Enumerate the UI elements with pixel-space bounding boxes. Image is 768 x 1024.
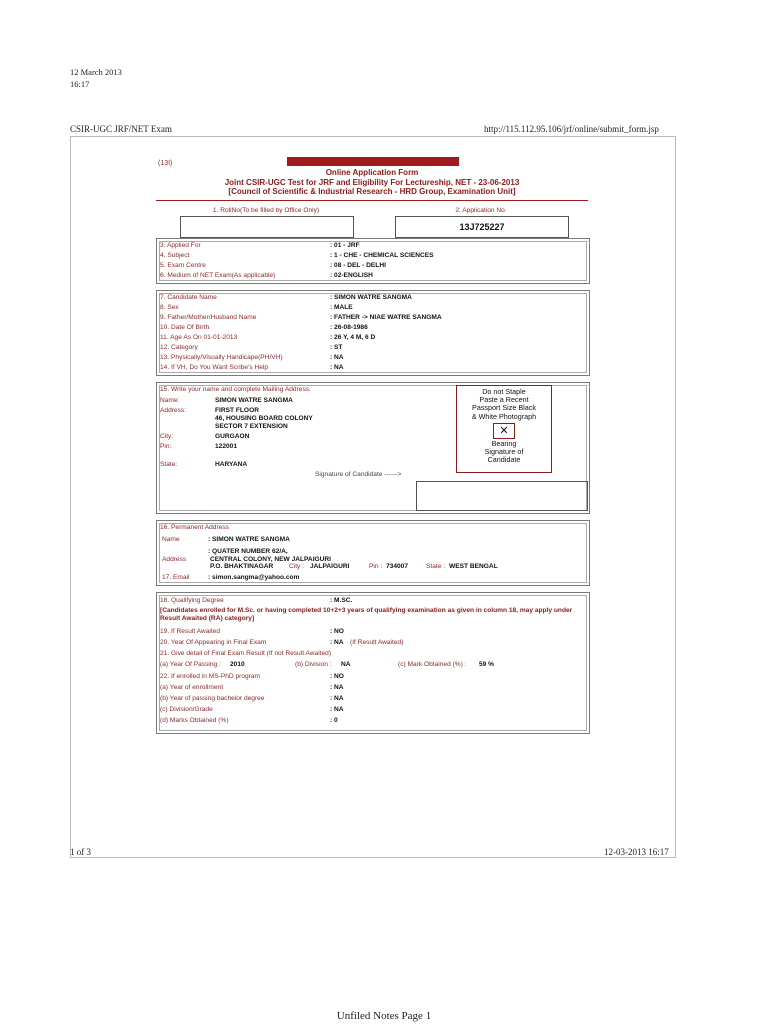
- field-label: 7. Candidate Name: [160, 294, 217, 301]
- field-value: : NA: [330, 684, 344, 691]
- mailing-name: SIMON WATRE SANGMA: [215, 397, 293, 404]
- field-value: : SIMON WATRE SANGMA: [330, 294, 412, 301]
- field-value: : NO: [330, 673, 344, 680]
- year-passing: 2010: [230, 661, 245, 668]
- mark: 59 %: [479, 661, 495, 668]
- print-header: [70, 66, 122, 90]
- field-value: : NA: [330, 354, 344, 361]
- photo-signature-note: Bearing Signature of Candidate: [484, 439, 524, 465]
- permanent-name: : SIMON WATRE SANGMA: [208, 536, 290, 543]
- permanent-address-label: Address: [162, 556, 187, 563]
- print-date: 12 March 2013: [70, 67, 122, 77]
- field-value: : 0: [330, 717, 338, 724]
- mailing-address-line1: FIRST FLOOR: [215, 407, 259, 414]
- field-note: (If Result Awaited): [350, 639, 404, 646]
- field-label: 5. Exam Centre: [160, 262, 206, 269]
- mailing-pin: 122001: [215, 443, 238, 450]
- mailing-address-line2: 46, HOUSING BOARD COLONY: [215, 415, 313, 422]
- permanent-state: WEST BENGAL: [449, 563, 498, 570]
- permanent-pin-label: Pin :: [369, 563, 383, 570]
- permanent-address-line3: P.O. BHAKTINAGAR: [210, 563, 274, 570]
- field-value: : 01 - JRF: [330, 242, 360, 249]
- field-label: 14. If VH, Do You Want Scribe's Help: [160, 364, 269, 371]
- mailing-heading: 15. Write your name and complete Mailing Address.: [160, 386, 311, 393]
- field-value: : NO: [330, 628, 344, 635]
- field-label: (b) Year of passing bachelor degree: [160, 695, 265, 702]
- field-label: 22. If enrolled in MS-PhD program: [160, 673, 261, 680]
- degree-label: 18. Qualifying Degree: [160, 597, 224, 604]
- field-label: 20. Year Of Appearing in Final Exam: [160, 639, 267, 646]
- field-label: 4. Subject: [160, 252, 190, 259]
- degree-value: : M.SC.: [330, 597, 353, 604]
- permanent-address-line2: CENTRAL COLONY, NEW JALPAIGURI: [210, 556, 332, 563]
- signature-box: [416, 481, 588, 511]
- photo-instructions: Do not Staple Paste a Recent Passport Size Black & White Photograph: [471, 387, 537, 421]
- cross-icon: ✕: [493, 423, 515, 439]
- field-value: : 1 - CHE - CHEMICAL SCIENCES: [330, 252, 434, 259]
- field-label: 12. Category: [160, 344, 198, 351]
- field-label: 3. Applied For: [160, 242, 201, 249]
- mailing-address-line3: SECTOR 7 EXTENSION: [215, 423, 288, 430]
- field-label: 9. Father/Mother/Husband Name: [160, 314, 257, 321]
- appno-box: [395, 216, 569, 238]
- division-label: (b) Division :: [295, 661, 332, 668]
- field-label: (c) Division/Grade: [160, 706, 213, 713]
- field-label: 10. Date Of Birth: [160, 324, 210, 331]
- browser-url: http://115.112.95.106/jrf/online/submit_form.jsp: [484, 124, 659, 134]
- form-title-line1: Joint CSIR-UGC Test for JRF and Eligibility For Lectureship, NET - 23-06-2013: [224, 177, 520, 187]
- mailing-pin-label: Pin:: [160, 443, 172, 450]
- form-code: (13I): [158, 160, 173, 167]
- title-rule: [156, 200, 588, 201]
- field-label: 11. Age As On 01-01-2013: [160, 334, 238, 341]
- field-label: 19. If Result Awaited: [160, 628, 220, 635]
- rollno-label: 1. RollNo(To be filled by Office Only): [212, 207, 320, 214]
- field-value: : MALE: [330, 304, 353, 311]
- field-value: : FATHER -> NIAE WATRE SANGMA: [330, 314, 442, 321]
- field-value: : ST: [330, 344, 343, 351]
- field-label: (d) Marks Obtained (%): [160, 717, 229, 724]
- field-label: 6. Medium of NET Exam(As applicable): [160, 272, 276, 279]
- mark-label: (c) Mark Obtained (%) :: [398, 661, 467, 668]
- ra-note: [Candidates enrolled for M.Sc. or having completed 10+2+3 years of qualifying examination as given in column 18, may apply under Result Awaited (RA) category]: [160, 607, 573, 622]
- appno-value: 13J725227: [459, 222, 505, 232]
- permanent-name-label: Name: [162, 536, 180, 543]
- photo-box: [456, 385, 552, 473]
- browser-title: CSIR-UGC JRF/NET Exam: [70, 124, 172, 134]
- form-title-line2: [Council of Scientific & Industrial Research - HRD Group, Examination Unit]: [228, 187, 516, 196]
- permanent-city: JALPAIGURI: [310, 563, 350, 570]
- form-heading: Online Application Form: [325, 168, 419, 177]
- signature-label: Signature of Candidate ------>: [315, 471, 402, 478]
- permanent-heading: 16. Permanent Address: [160, 524, 229, 531]
- field-label: 13. Physically/Visually Handicape(PH/VH): [160, 354, 283, 361]
- field-label: (a) Year of enrollment: [160, 684, 224, 691]
- page-count: 1 of 3: [70, 847, 91, 857]
- field-label: 8. Sex: [160, 304, 179, 311]
- appno-label: 2. Application No.: [455, 207, 507, 214]
- rollno-box: [180, 216, 354, 238]
- form-header-bar: [287, 157, 459, 166]
- field-value: : 02-ENGLISH: [330, 272, 373, 279]
- permanent-address-line1: : QUATER NUMBER 62/A,: [208, 548, 288, 555]
- field-value: : NA: [330, 706, 344, 713]
- field-value: : 08 - DEL - DELHI: [330, 262, 386, 269]
- mailing-state-label: State:: [160, 461, 178, 468]
- permanent-city-label: City :: [289, 563, 305, 570]
- field-value: : NA: [330, 695, 344, 702]
- year-passing-label: (a) Year Of Passing :: [160, 661, 221, 668]
- field-value: : NA: [330, 639, 344, 646]
- mailing-state: HARYANA: [215, 461, 248, 468]
- mailing-city: GURGAON: [215, 433, 250, 440]
- email-label: 17. Email: [162, 574, 190, 581]
- print-time: 16:17: [70, 79, 90, 89]
- field-value: : 26 Y, 4 M, 6 D: [330, 334, 376, 341]
- mailing-name-label: Name:: [160, 397, 180, 404]
- email-value: : simon.sangma@yahoo.com: [208, 574, 300, 581]
- mailing-city-label: City:: [160, 433, 174, 440]
- division: NA: [341, 661, 351, 668]
- field-value: : NA: [330, 364, 344, 371]
- print-timestamp: 12-03-2013 16:17: [604, 847, 669, 857]
- permanent-pin: 734007: [386, 563, 409, 570]
- field-value: : 26-08-1986: [330, 324, 368, 331]
- field-label: 21. Give detail of Final Exam Result (If not Result Awaited): [160, 650, 332, 657]
- form-title: [200, 168, 544, 197]
- permanent-state-label: State :: [426, 563, 446, 570]
- notes-footer: Unfiled Notes Page 1: [336, 1010, 432, 1022]
- mailing-address-label: Address:: [160, 407, 187, 414]
